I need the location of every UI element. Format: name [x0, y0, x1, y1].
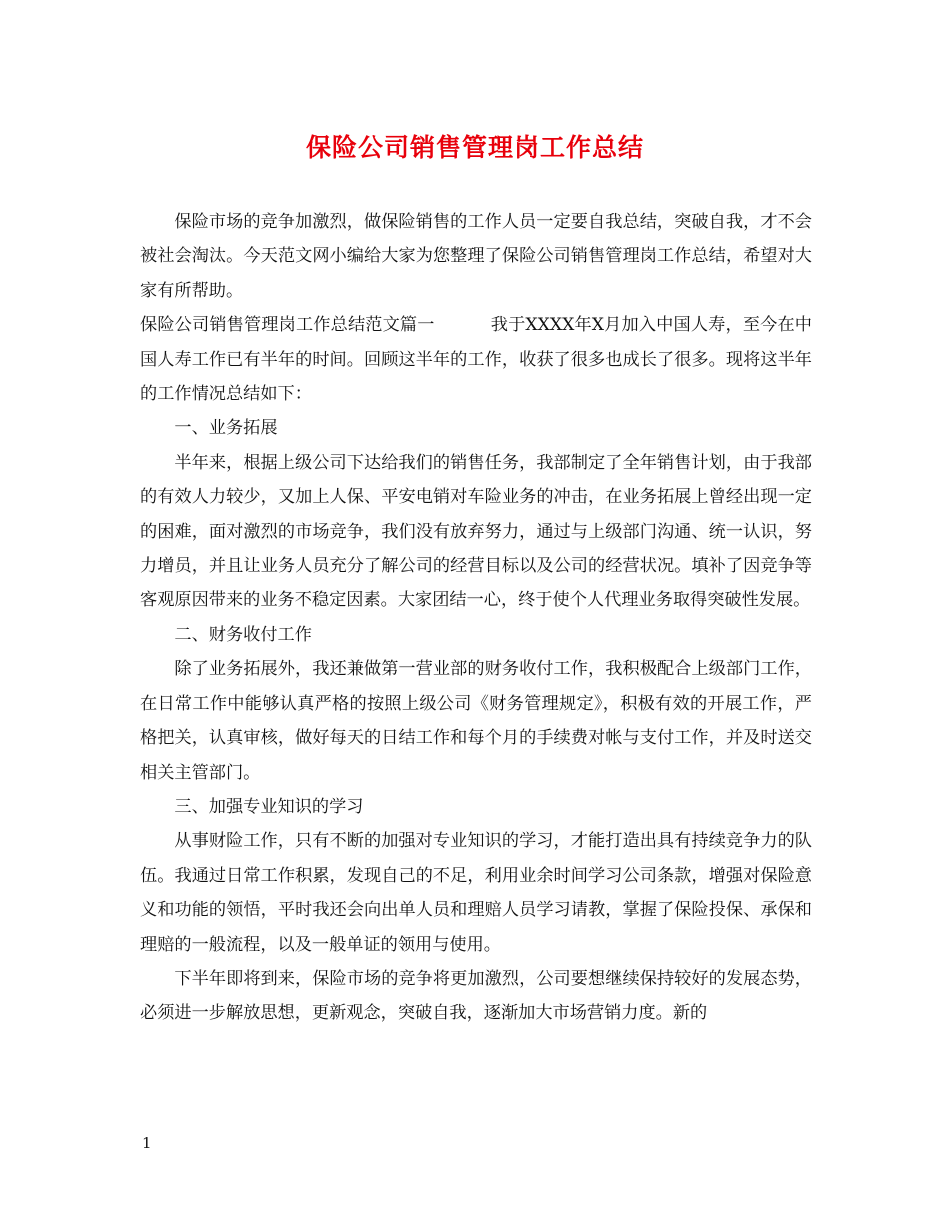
section-heading-learning: 三、加强专业知识的学习 — [174, 796, 364, 817]
intro-paragraph: 保险市场的竞争加激烈，做保险销售的工作人员一定要自我总结，突破自我，才不会被社会淘汰。今天范文网小编给大家为您整理了保险公司销售管理岗工作总结，希望对大家有所帮助。 — [140, 212, 812, 301]
closing-paragraph: 下半年即将到来，保险市场的竞争将更加激烈，公司要想继续保持较好的发展态势，必须进一步解放思想，更新观念，突破自我，逐渐加大市场营销力度。新的 — [140, 968, 812, 1024]
section-heading-finance: 二、财务收付工作 — [174, 624, 312, 645]
sample-label: 保险公司销售管理岗工作总结范文篇一 — [140, 315, 435, 336]
section-body-learning: 从事财险工作，只有不断的加强对专业知识的学习，才能打造出具有持续竞争力的队伍。我通过日常工作积累，发现自己的不足，利用业余时间学习公司条款，增强对保险意义和功能的领悟，平时我还会向出单人员和理赔人员学习请教，掌握了保险投保、承保和理赔的一般流程，以及一般单证的领用与使用。 — [140, 831, 812, 955]
section-heading-business: 一、业务拓展 — [174, 418, 278, 439]
document-title: 保险公司销售管理岗工作总结 — [305, 133, 644, 162]
section-body-finance: 除了业务拓展外，我还兼做第一营业部的财务收付工作，我积极配合上级部门工作，在日常工作中能够认真严格的按照上级公司《财务管理规定》，积极有效的开展工作，严格把关，认真审核，做好每天的日结工作和每个月的手续费对帐与支付工作，并及时送交相关主管部门。 — [140, 659, 812, 783]
sample-paragraph — [140, 308, 812, 411]
page-number: 1 — [142, 1134, 152, 1152]
sample-opening: 我于XXXX年X月加入中国人寿，至今在中国人寿工作已有半年的时间。回顾这半年的工作，收获了很多也成长了很多。现将这半年的工作情况总结如下： — [140, 315, 812, 405]
document-body — [140, 205, 812, 1031]
section-body-business: 半年来，根据上级公司下达给我们的销售任务，我部制定了全年销售计划，由于我部的有效人力较少，又加上人保、平安电销对车险业务的冲击，在业务拓展上曾经出现一定的困难，面对激烈的市场竞争，我们没有放弃努力，通过与上级部门沟通、统一认识，努力增员，并且让业务人员充分了解公司的经营目标以及公司的经营状况。填补了因竞争等客观原因带来的业务不稳定因素。大家团结一心，终于使个人代理业务取得突破性发展。 — [140, 452, 812, 611]
